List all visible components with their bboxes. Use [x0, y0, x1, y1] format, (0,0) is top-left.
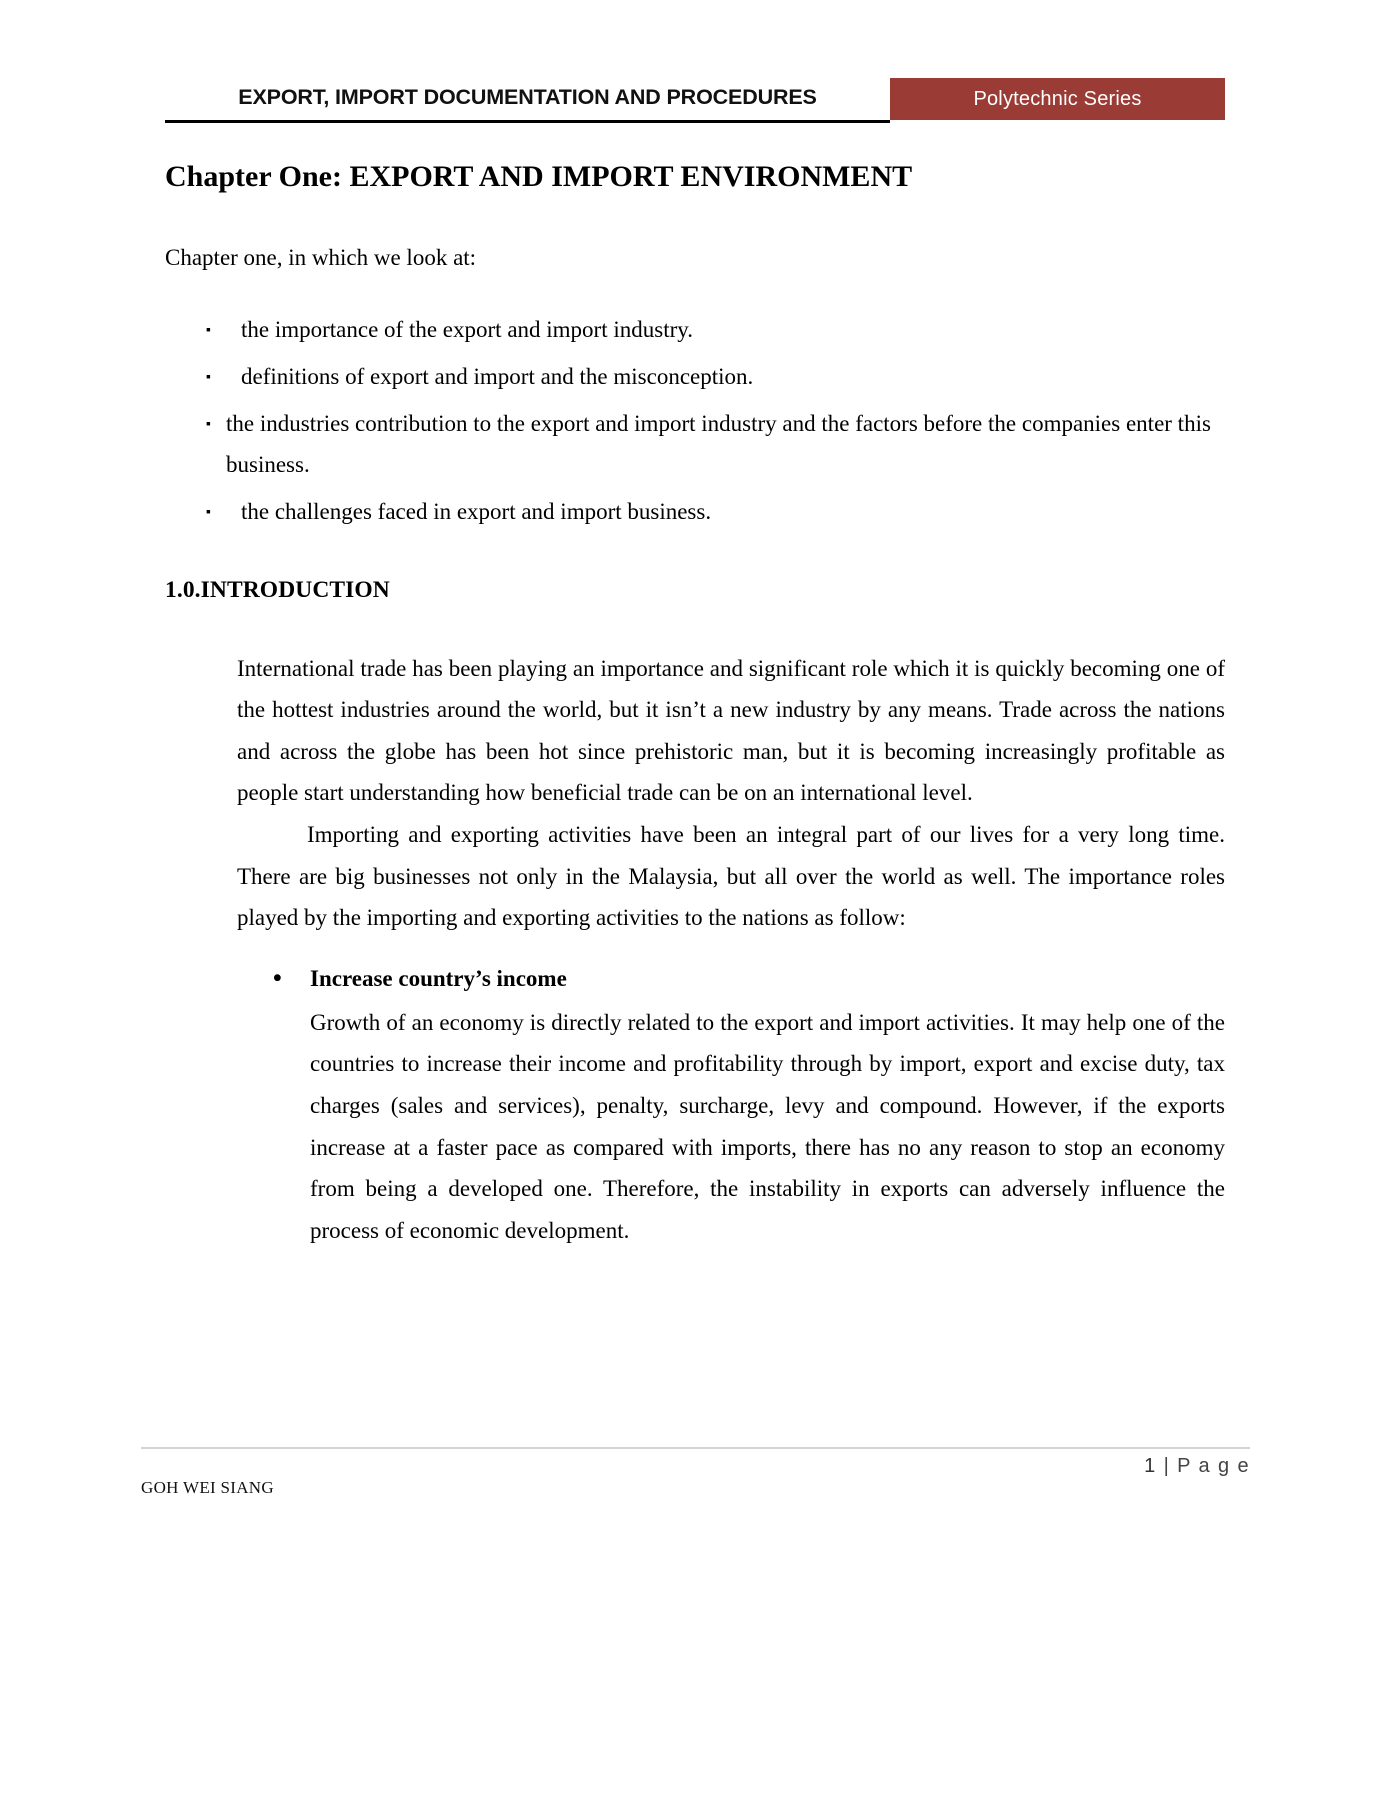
lead-sentence: Chapter one, in which we look at:: [165, 244, 477, 270]
document-body: [165, 160, 1225, 1275]
chapter-name: EXPORT AND IMPORT ENVIRONMENT: [349, 160, 913, 193]
footer-author: GOH WEI SIANG: [141, 1478, 274, 1497]
list-item-text: the challenges faced in export and import business.: [241, 498, 712, 524]
header-series-badge: Polytechnic Series: [890, 78, 1225, 120]
square-bullet-icon: ▪: [206, 369, 211, 385]
paragraph-introduction-1: [165, 648, 1225, 815]
header-underline: [165, 120, 890, 123]
paragraph-introduction-2: [165, 814, 1225, 939]
square-bullet-icon: ▪: [206, 504, 211, 520]
list-item: [165, 404, 1225, 486]
list-item-text: definitions of export and import and the misconception.: [241, 363, 754, 389]
section-heading-introduction: 1.0.INTRODUCTION: [165, 576, 390, 603]
list-item: [165, 310, 1225, 351]
list-item: [165, 492, 1225, 533]
chapter-label: Chapter One:: [165, 160, 342, 193]
sub-bullet-body: Growth of an economy is directly related to the export and import activities. It may help one of the countries to increase their income and profitability through by import, export and excise duty, tax charges (sales and services), penalty, surcharge, levy and compound. However, if the exports increase at a faster pace as compared with imports, there has no any reason to stop an economy from being a developed one. Therefore, the instability in exports can adversely influence the process of economic development.: [310, 1009, 1225, 1243]
list-item: [165, 357, 1225, 398]
list-item-text: the importance of the export and import industry.: [241, 316, 694, 342]
page-number-word: P a g e: [1177, 1455, 1250, 1477]
round-bullet-icon: •: [273, 964, 282, 992]
page-number-separator: |: [1163, 1455, 1171, 1477]
paragraph-text: International trade has been playing an importance and significant role which it is quickly becoming one of the hottest industries around the world, but it isn’t a new industry by any means. Trade across the nations and across the globe has been hot since prehistoric man, but it is becoming increasingly profitable as people start understanding how beneficial trade can be on an international level.: [237, 655, 1225, 806]
page-number-value: 1: [1144, 1455, 1157, 1477]
chapter-overview-list: [165, 310, 1225, 533]
list-item-text: the industries contribution to the export and import industry and the factors before the companies enter this business.: [226, 410, 1211, 477]
square-bullet-icon: ▪: [206, 322, 211, 338]
sub-bullet-title: Increase country’s income: [310, 965, 567, 991]
paragraph-text: Importing and exporting activities have been an integral part of our lives for a very long time. There are big businesses not only in the Malaysia, but all over the world as well. The importance roles played by the importing and exporting activities to the nations as follow:: [237, 822, 1225, 931]
square-bullet-icon: ▪: [206, 416, 211, 432]
chapter-title: [165, 160, 1225, 195]
sub-bullet-heading: [165, 959, 1225, 1000]
page-number: [1144, 1455, 1250, 1478]
header-title: EXPORT, IMPORT DOCUMENTATION AND PROCEDURES: [238, 85, 817, 109]
footer-divider: [141, 1447, 1250, 1449]
page-header: [165, 78, 1225, 120]
